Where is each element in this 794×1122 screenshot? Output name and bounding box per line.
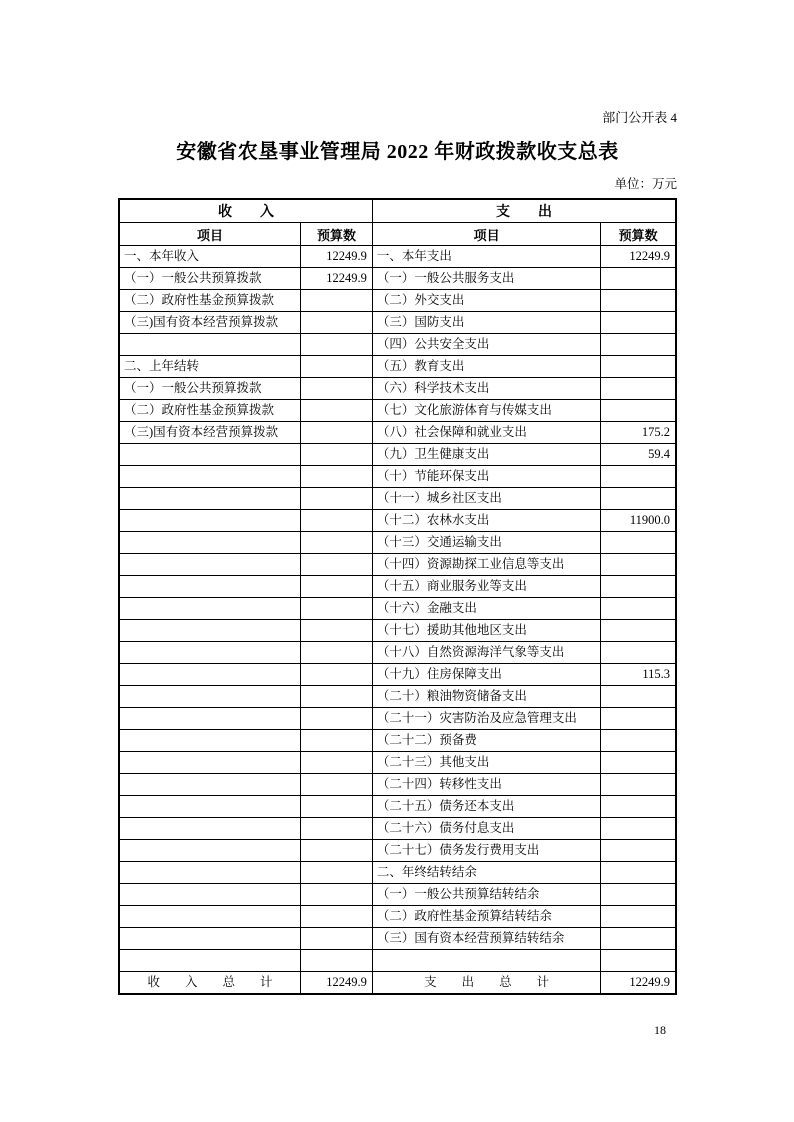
expenditure-item-cell: 一、本年支出 (372, 246, 600, 268)
expenditure-item-cell: （三）国防支出 (372, 312, 600, 334)
table-row (119, 752, 676, 774)
income-item-cell (119, 488, 301, 510)
income-total-label: 收 入 总 计 (119, 972, 301, 995)
expenditure-budget-cell: 59.4 (601, 444, 676, 466)
expenditure-budget-cell (601, 818, 676, 840)
income-item-cell (119, 818, 301, 840)
income-budget-cell (301, 532, 373, 554)
income-item-cell (119, 554, 301, 576)
table-row (119, 708, 676, 730)
expenditure-item-cell: （二十）粮油物资储备支出 (372, 686, 600, 708)
income-item-cell (119, 730, 301, 752)
table-row (119, 664, 676, 686)
section-header-row (119, 199, 676, 223)
expenditure-item-column-header: 项目 (372, 223, 600, 246)
table-row (119, 840, 676, 862)
income-budget-cell (301, 400, 373, 422)
income-budget-cell (301, 378, 373, 400)
income-budget-cell (301, 598, 373, 620)
expenditure-budget-cell (601, 532, 676, 554)
expenditure-item-cell: （二十七）债务发行费用支出 (372, 840, 600, 862)
income-budget-cell (301, 488, 373, 510)
expenditure-budget-column-header: 预算数 (601, 223, 676, 246)
expenditure-item-cell: （十）节能环保支出 (372, 466, 600, 488)
expenditure-item-cell: （七）文化旅游体育与传媒支出 (372, 400, 600, 422)
expenditure-item-cell: （二）政府性基金预算结转结余 (372, 906, 600, 928)
income-budget-cell (301, 642, 373, 664)
budget-table (118, 198, 677, 995)
income-budget-cell (301, 620, 373, 642)
table-row (119, 422, 676, 444)
expenditure-item-cell: （十七）援助其他地区支出 (372, 620, 600, 642)
expenditure-total-label: 支 出 总 计 (372, 972, 600, 995)
table-row (119, 488, 676, 510)
table-row (119, 730, 676, 752)
table-row (119, 554, 676, 576)
income-item-cell: （三)国有资本经营预算拨款 (119, 312, 301, 334)
expenditure-item-cell: （二十三）其他支出 (372, 752, 600, 774)
table-row (119, 356, 676, 378)
table-row (119, 620, 676, 642)
table-row (119, 334, 676, 356)
expenditure-item-cell: （十一）城乡社区支出 (372, 488, 600, 510)
expenditure-budget-cell (601, 598, 676, 620)
expenditure-item-cell: （三）国有资本经营预算结转结余 (372, 928, 600, 950)
income-budget-cell (301, 664, 373, 686)
expenditure-budget-cell (601, 928, 676, 950)
income-budget-cell (301, 686, 373, 708)
income-item-cell (119, 752, 301, 774)
expenditure-item-cell: （二十五）债务还本支出 (372, 796, 600, 818)
page-number: 18 (654, 1023, 666, 1037)
expenditure-budget-cell (601, 796, 676, 818)
table-body (119, 246, 676, 972)
expenditure-budget-cell (601, 686, 676, 708)
expenditure-budget-cell: 175.2 (601, 422, 676, 444)
income-budget-cell (301, 554, 373, 576)
table-row (119, 290, 676, 312)
expenditure-item-cell: （二十二）预备费 (372, 730, 600, 752)
income-item-cell (119, 884, 301, 906)
table-row (119, 818, 676, 840)
expenditure-budget-cell (601, 488, 676, 510)
income-budget-cell (301, 708, 373, 730)
table-row (119, 312, 676, 334)
income-budget-cell (301, 356, 373, 378)
income-budget-cell (301, 884, 373, 906)
expenditure-item-cell (372, 950, 600, 972)
income-budget-cell (301, 312, 373, 334)
income-item-cell (119, 444, 301, 466)
expenditure-item-cell: （六）科学技术支出 (372, 378, 600, 400)
income-item-cell (119, 620, 301, 642)
income-item-cell: 二、上年结转 (119, 356, 301, 378)
income-budget-cell: 12249.9 (301, 268, 373, 290)
table-row (119, 906, 676, 928)
expenditure-budget-cell (601, 708, 676, 730)
income-item-cell (119, 664, 301, 686)
expenditure-budget-cell (601, 554, 676, 576)
expenditure-budget-cell (601, 378, 676, 400)
table-row (119, 246, 676, 268)
table-row (119, 774, 676, 796)
table-row (119, 444, 676, 466)
income-section-header: 收 入 (119, 199, 372, 223)
income-item-cell: 一、本年收入 (119, 246, 301, 268)
expenditure-item-cell: （一）一般公共预算结转结余 (372, 884, 600, 906)
income-item-cell (119, 334, 301, 356)
income-budget-cell (301, 796, 373, 818)
income-item-cell: （一）一般公共预算拨款 (119, 268, 301, 290)
expenditure-budget-cell (601, 752, 676, 774)
income-budget-cell (301, 510, 373, 532)
income-item-cell (119, 796, 301, 818)
income-item-cell: （二）政府性基金预算拨款 (119, 400, 301, 422)
income-total-value: 12249.9 (301, 972, 373, 995)
expenditure-item-cell: （十六）金融支出 (372, 598, 600, 620)
expenditure-section-header: 支 出 (372, 199, 676, 223)
expenditure-item-cell: （九）卫生健康支出 (372, 444, 600, 466)
income-budget-cell (301, 862, 373, 884)
expenditure-item-cell: （十八）自然资源海洋气象等支出 (372, 642, 600, 664)
table-row (119, 268, 676, 290)
income-item-cell (119, 928, 301, 950)
expenditure-budget-cell (601, 642, 676, 664)
expenditure-budget-cell (601, 906, 676, 928)
expenditure-item-cell: （二十一）灾害防治及应急管理支出 (372, 708, 600, 730)
income-item-cell (119, 532, 301, 554)
expenditure-budget-cell (601, 312, 676, 334)
expenditure-budget-cell (601, 862, 676, 884)
expenditure-item-cell: （五）教育支出 (372, 356, 600, 378)
expenditure-budget-cell (601, 774, 676, 796)
income-item-cell (119, 862, 301, 884)
table-row (119, 928, 676, 950)
income-item-cell (119, 642, 301, 664)
table-row (119, 466, 676, 488)
unit-label: 单位：万元 (614, 177, 677, 191)
income-item-cell (119, 840, 301, 862)
expenditure-item-cell: （二）外交支出 (372, 290, 600, 312)
expenditure-item-cell: （一）一般公共服务支出 (372, 268, 600, 290)
expenditure-budget-cell (601, 840, 676, 862)
table-row (119, 950, 676, 972)
income-budget-column-header: 预算数 (301, 223, 373, 246)
expenditure-budget-cell (601, 356, 676, 378)
income-item-cell (119, 708, 301, 730)
income-item-cell (119, 510, 301, 532)
income-item-cell (119, 466, 301, 488)
expenditure-item-cell: （十九）住房保障支出 (372, 664, 600, 686)
table-row (119, 532, 676, 554)
income-budget-cell (301, 818, 373, 840)
expenditure-budget-cell (601, 950, 676, 972)
table-row (119, 862, 676, 884)
table-row (119, 378, 676, 400)
income-item-cell: （一）一般公共预算拨款 (119, 378, 301, 400)
document-content (118, 110, 677, 995)
table-row (119, 576, 676, 598)
income-budget-cell (301, 774, 373, 796)
income-item-cell (119, 906, 301, 928)
expenditure-budget-cell: 11900.0 (601, 510, 676, 532)
income-budget-cell (301, 950, 373, 972)
income-item-cell (119, 598, 301, 620)
table-row (119, 796, 676, 818)
income-item-cell: （三)国有资本经营预算拨款 (119, 422, 301, 444)
income-item-cell: （二）政府性基金预算拨款 (119, 290, 301, 312)
expenditure-item-cell: （十四）资源勘探工业信息等支出 (372, 554, 600, 576)
income-budget-cell (301, 840, 373, 862)
expenditure-budget-cell (601, 268, 676, 290)
expenditure-item-cell: 二、年终结转结余 (372, 862, 600, 884)
expenditure-budget-cell (601, 730, 676, 752)
expenditure-budget-cell: 115.3 (601, 664, 676, 686)
total-row (119, 972, 676, 995)
expenditure-item-cell: （十三）交通运输支出 (372, 532, 600, 554)
income-budget-cell (301, 334, 373, 356)
expenditure-total-value: 12249.9 (601, 972, 676, 995)
table-row (119, 510, 676, 532)
table-row (119, 400, 676, 422)
income-budget-cell (301, 730, 373, 752)
table-row (119, 686, 676, 708)
expenditure-budget-cell (601, 620, 676, 642)
income-budget-cell (301, 928, 373, 950)
income-budget-cell (301, 752, 373, 774)
expenditure-budget-cell (601, 334, 676, 356)
expenditure-item-cell: （十二）农林水支出 (372, 510, 600, 532)
income-budget-cell (301, 422, 373, 444)
expenditure-budget-cell (601, 576, 676, 598)
expenditure-budget-cell (601, 290, 676, 312)
table-row (119, 598, 676, 620)
expenditure-budget-cell (601, 400, 676, 422)
expenditure-item-cell: （十五）商业服务业等支出 (372, 576, 600, 598)
corner-table-label: 部门公开表 4 (602, 110, 677, 125)
income-item-cell (119, 686, 301, 708)
income-item-cell (119, 576, 301, 598)
expenditure-item-cell: （二十六）债务付息支出 (372, 818, 600, 840)
income-item-column-header: 项目 (119, 223, 301, 246)
income-budget-cell (301, 576, 373, 598)
table-row (119, 884, 676, 906)
income-budget-cell: 12249.9 (301, 246, 373, 268)
income-budget-cell (301, 466, 373, 488)
income-budget-cell (301, 290, 373, 312)
column-header-row (119, 223, 676, 246)
expenditure-budget-cell: 12249.9 (601, 246, 676, 268)
expenditure-budget-cell (601, 466, 676, 488)
expenditure-budget-cell (601, 884, 676, 906)
expenditure-item-cell: （二十四）转移性支出 (372, 774, 600, 796)
income-budget-cell (301, 444, 373, 466)
income-budget-cell (301, 906, 373, 928)
page-title: 安徽省农垦事业管理局 2022 年财政拨款收支总表 (176, 141, 619, 163)
table-row (119, 642, 676, 664)
income-item-cell (119, 950, 301, 972)
expenditure-item-cell: （四）公共安全支出 (372, 334, 600, 356)
expenditure-item-cell: （八）社会保障和就业支出 (372, 422, 600, 444)
income-item-cell (119, 774, 301, 796)
